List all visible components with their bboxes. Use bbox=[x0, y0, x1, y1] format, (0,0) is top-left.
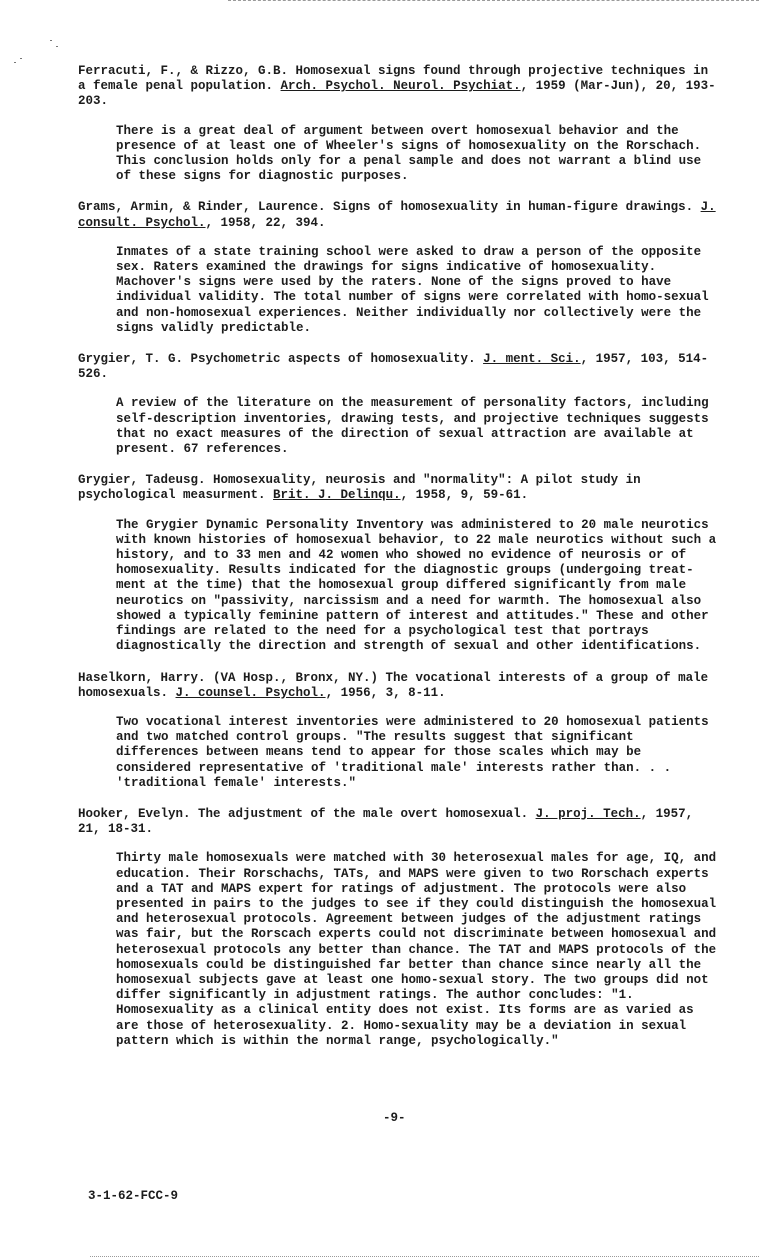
citation-details: , 1958, 9, 59-61. bbox=[400, 488, 529, 503]
journal-name: J. ment. Sci. bbox=[483, 352, 581, 367]
citation-text: Grygier, T. G. Psychometric aspects of homosexuality. bbox=[78, 352, 484, 367]
citation-details: , 1958, 22, 394. bbox=[205, 215, 326, 230]
journal-name: J. proj. Tech. bbox=[535, 806, 641, 821]
top-edge-line bbox=[228, 0, 759, 1]
citation bbox=[78, 807, 718, 837]
citation bbox=[78, 473, 718, 503]
citation-text: Hooker, Evelyn. The adjustment of the male overt homosexual. bbox=[78, 806, 536, 821]
journal-name: Arch. Psychol. Neurol. Psychiat. bbox=[280, 79, 521, 94]
abstract: The Grygier Dynamic Personality Inventory was administered to 20 male neurotics with known histories of homosexual behavior, to 22 male neurotics without such a history, and to 33 men and 42 women who showed no evidence of neurosis or of homosexuality. Results indicated for the diagnostic groups (undergoing treat-ment at the time) that the homosexual group differed significantly from male neurotics on "passivity, narcissism and a need for warmth. The homosexual also showed a typically feminine pattern of interest and attitudes." These and other findings are related to the need for a psychological test that portrays diagnostically the direction and strength of sexual and other identifications. bbox=[116, 517, 717, 654]
bibliography-entry bbox=[78, 200, 718, 336]
abstract: Two vocational interest inventories were administered to 20 homosexual patients and two matched control groups. "The results suggest that significant differences between means tend to appear for those scales which may be considered representative of 'traditional male' interests rather than. . . 'traditional female' interests." bbox=[116, 714, 709, 790]
citation-text: Haselkorn, Harry. (VA Hosp., Bronx, NY.) The vocational interests of a group of male homosexuals. bbox=[78, 670, 709, 700]
abstract: A review of the literature on the measurement of personality factors, including self-description inventories, drawing tests, and projective techniques suggests that no exact measures of the direction of sexual attraction are available at present. 67 references. bbox=[116, 396, 709, 457]
speck bbox=[56, 46, 58, 47]
citation-details: , 1956, 3, 8-11. bbox=[325, 685, 446, 700]
speck bbox=[50, 40, 52, 41]
bibliography-entry bbox=[78, 64, 718, 184]
speck bbox=[14, 62, 16, 63]
bibliography-entry bbox=[78, 352, 718, 457]
document-code: 3-1-62-FCC-9 bbox=[88, 1189, 179, 1203]
citation bbox=[78, 671, 718, 701]
citation bbox=[78, 64, 718, 110]
citation bbox=[78, 352, 718, 382]
bibliography-entry bbox=[78, 671, 718, 791]
journal-name: J. counsel. Psychol. bbox=[175, 685, 326, 700]
bibliography-page bbox=[78, 64, 718, 1065]
page-number: -9- bbox=[383, 1111, 406, 1125]
speck bbox=[20, 58, 22, 59]
abstract: There is a great deal of argument between overt homosexual behavior and the presence of at least one of Wheeler's signs of homosexuality on the Rorschach. This conclusion holds only for a penal sample and does not warrant a blind use of these signs for diagnostic purposes. bbox=[116, 123, 702, 184]
journal-name: J. consult. Psychol. bbox=[78, 200, 716, 230]
bibliography-entry bbox=[78, 807, 718, 1049]
citation-details: , 1959 (Mar-Jun), 20, 193-203. bbox=[78, 79, 716, 109]
citation-details: , 1957, 103, 514-526. bbox=[78, 352, 709, 382]
bibliography-entry bbox=[78, 473, 718, 654]
citation-text: Ferracuti, F., & Rizzo, G.B. Homosexual signs found through projective techniques in a female penal population. bbox=[78, 64, 709, 94]
journal-name: Brit. J. Delinqu. bbox=[273, 488, 401, 503]
citation-text: Grygier, Tadeusg. Homosexuality, neurosis and "normality": A pilot study in psychological measurment. bbox=[78, 473, 641, 503]
citation-text: Grams, Armin, & Rinder, Laurence. Signs of homosexuality in human-figure drawings. bbox=[78, 200, 701, 215]
citation-details: , 1957, 21, 18-31. bbox=[78, 806, 694, 837]
abstract: Thirty male homosexuals were matched with 30 heterosexual males for age, IQ, and education. Their Rorschachs, TATs, and MAPS were given to two Rorschach experts and a TAT and MAPS expert for ratings of adjustment. The protocols were also presented in pairs to the judges to see if they could distinguish the homosexual and heterosexual protocols. Agreement between judges of the adjustment ratings was fair, but the Rorscach experts could not discriminate between homosexual and heterosexual protocols any better than chance. The TAT and MAPS protocols of the homosexuals could be distinguished far better than chance since nearly all the homosexual subjects gave at least one homo-sexual story. The two groups did not differ significantly in adjustment ratings. The author concludes: "1. Homosexuality as a clinical entity does not exist. Its forms are as varied as are those of heterosexuality. 2. Homo-sexuality may be a deviation in sexual pattern which is within the normal range, psychologically." bbox=[116, 851, 717, 1048]
bottom-edge-line bbox=[90, 1256, 759, 1257]
abstract: Inmates of a state training school were asked to draw a person of the opposite sex. Raters examined the drawings for signs indicative of homosexuality. Machover's signs were used by the raters. None of the signs proved to have individual validity. The total number of signs were correlated with homo-sexual and non-homosexual experiences. Neither individually nor collectively were the signs validly predictable. bbox=[116, 244, 709, 335]
citation bbox=[78, 200, 718, 230]
